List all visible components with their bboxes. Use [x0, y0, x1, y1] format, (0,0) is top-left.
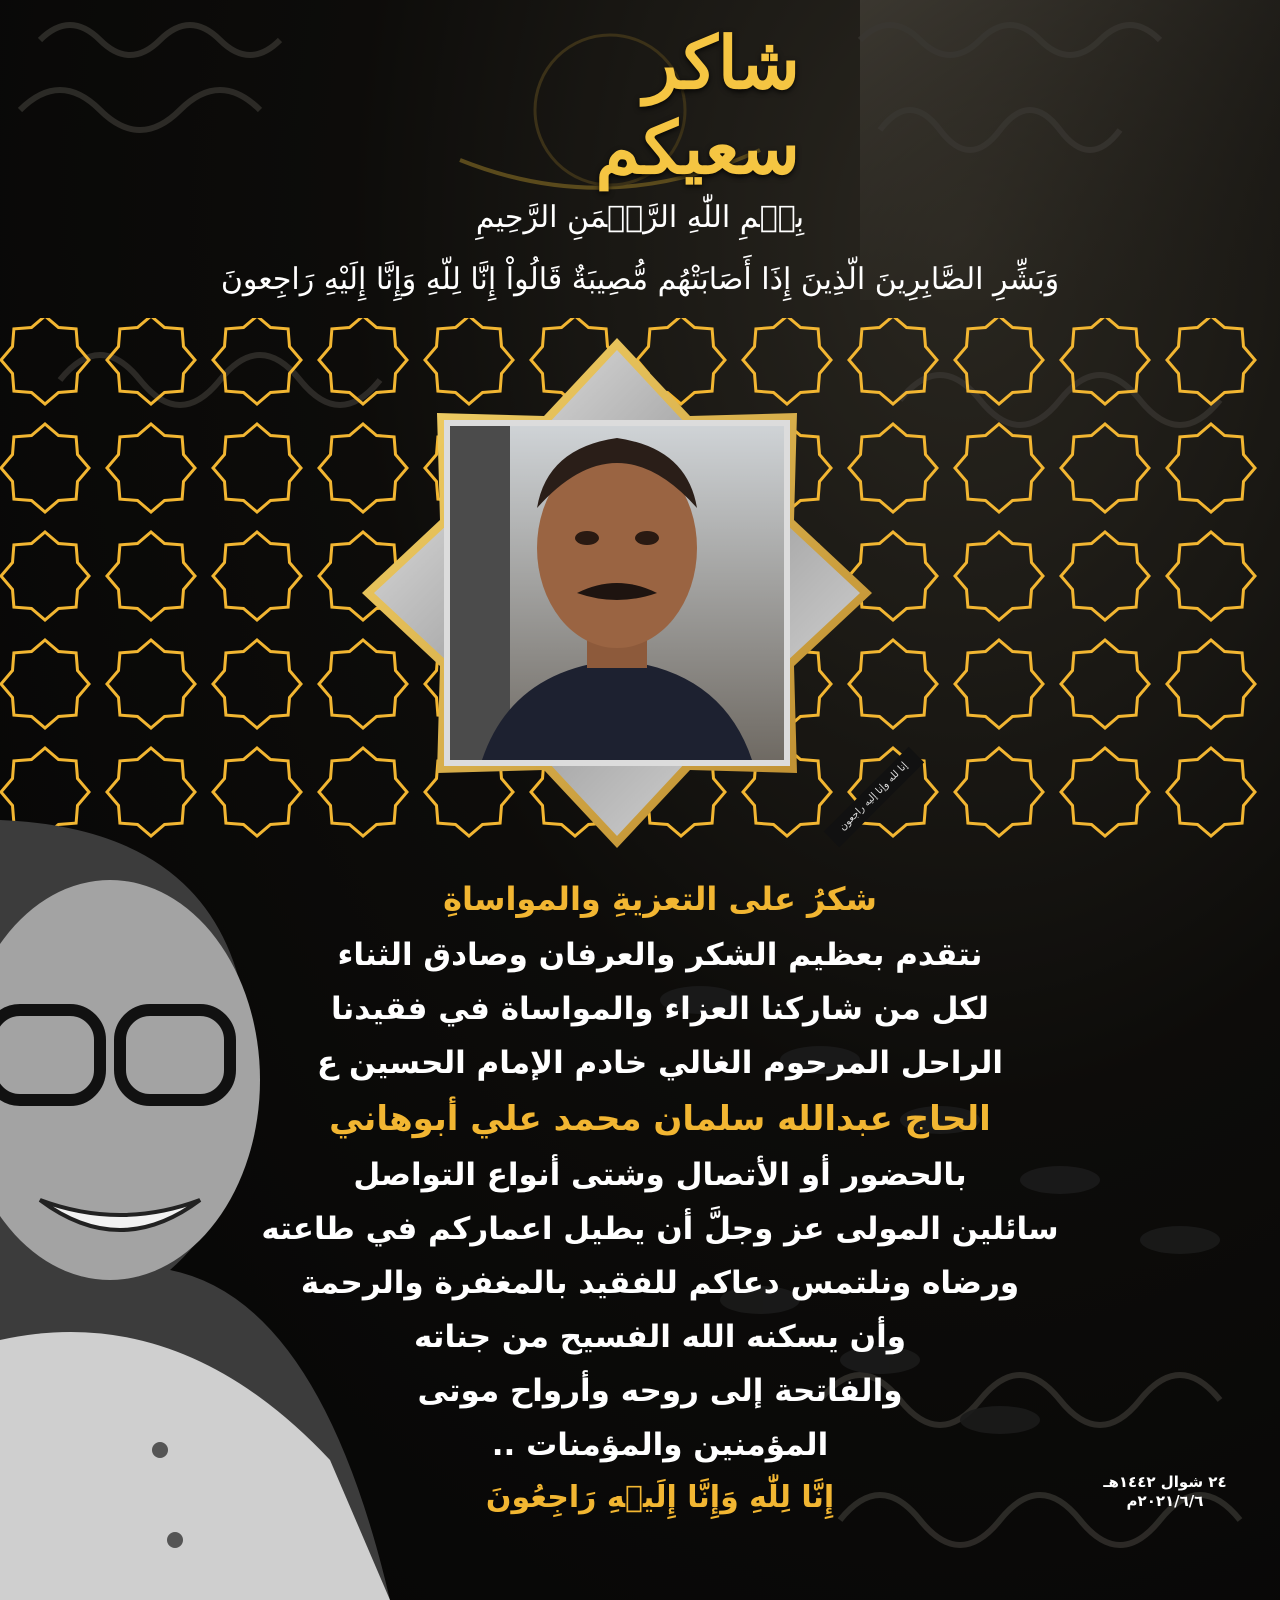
title: شاكر سعيكم [595, 20, 800, 190]
pattern-star [213, 532, 301, 620]
date-block [1080, 1473, 1250, 1511]
pattern-star [107, 318, 195, 404]
message-line: وأن يسكنه الله الفسيح من جناته [414, 1319, 906, 1355]
title-logo [420, 10, 800, 200]
pattern-star [955, 424, 1043, 512]
thanks-message [220, 880, 1100, 1515]
message-line: بالحضور أو الأتصال وشتى أنواع التواصل [353, 1157, 967, 1193]
message-heading: شكرُ على التعزيةِ والمواساةِ [443, 880, 877, 918]
message-line: والفاتحة إلى روحه وأرواح موتى [417, 1373, 903, 1409]
quran-verse: وَبَشِّرِ الصَّابِرِينَ الّذِينَ إِذَا أَصَابَتْهُم مُّصِيبَةٌ قَالُواْ إِنَّا لِلّهِ وَإِنَّا إِلَيْهِ رَاجِعونَ [220, 262, 1060, 297]
hijri-date: ٢٤ شوال ١٤٤٢هـ [1103, 1473, 1227, 1491]
pattern-star [1, 532, 89, 620]
message-line: نتقدم بعظيم الشكر والعرفان وصادق الثناء [337, 937, 983, 973]
pattern-star [107, 640, 195, 728]
pattern-star [1, 640, 89, 728]
pattern-star [1, 318, 89, 404]
pattern-star [213, 424, 301, 512]
pattern-star [1061, 318, 1149, 404]
mourning-ribbon: إنا لله وإنا إليه راجعون [824, 747, 924, 847]
message-line: سائلين المولى عز وجلَّ أن يطيل اعماركم في طاعته [261, 1211, 1059, 1247]
portrait-frame [362, 338, 910, 848]
deceased-name: الحاج عبدالله سلمان محمد علي أبوهاني [329, 1099, 991, 1139]
pattern-star [955, 748, 1043, 836]
pattern-star [1167, 640, 1255, 728]
pattern-star [955, 532, 1043, 620]
message-line: لكل من شاركنا العزاء والمواساة في فقيدنا [331, 991, 989, 1027]
pattern-star [107, 532, 195, 620]
pattern-star [1061, 640, 1149, 728]
gregorian-date: ٢٠٢١/٦/٦م [1126, 1492, 1204, 1510]
pattern-star [955, 640, 1043, 728]
pattern-star [1061, 424, 1149, 512]
pattern-star [213, 640, 301, 728]
pattern-star [213, 318, 301, 404]
message-line: المؤمنين والمؤمنات .. [491, 1427, 829, 1463]
pattern-star [1167, 424, 1255, 512]
pattern-star [1167, 532, 1255, 620]
basmala: بِسۡمِ اللّٰهِ الرَّحۡمَنِ الرَّحِيمِ [475, 200, 805, 235]
pattern-star [1167, 748, 1255, 836]
pattern-star [1167, 318, 1255, 404]
pattern-star [1061, 748, 1149, 836]
message-line: الراحل المرحوم الغالي خادم الإمام الحسين ع [317, 1045, 1003, 1081]
pattern-star [1061, 532, 1149, 620]
pattern-star [955, 318, 1043, 404]
portrait-photo [450, 426, 784, 760]
pattern-star [1, 424, 89, 512]
message-line: ورضاه ونلتمس دعاكم للفقيد بالمغفرة والرحمة [300, 1265, 1020, 1301]
closing-verse: إِنَّا لِلّٰهِ وَإِنَّا إِلَيۡهِ رَاجِعُونَ [485, 1480, 835, 1515]
pattern-star [107, 424, 195, 512]
